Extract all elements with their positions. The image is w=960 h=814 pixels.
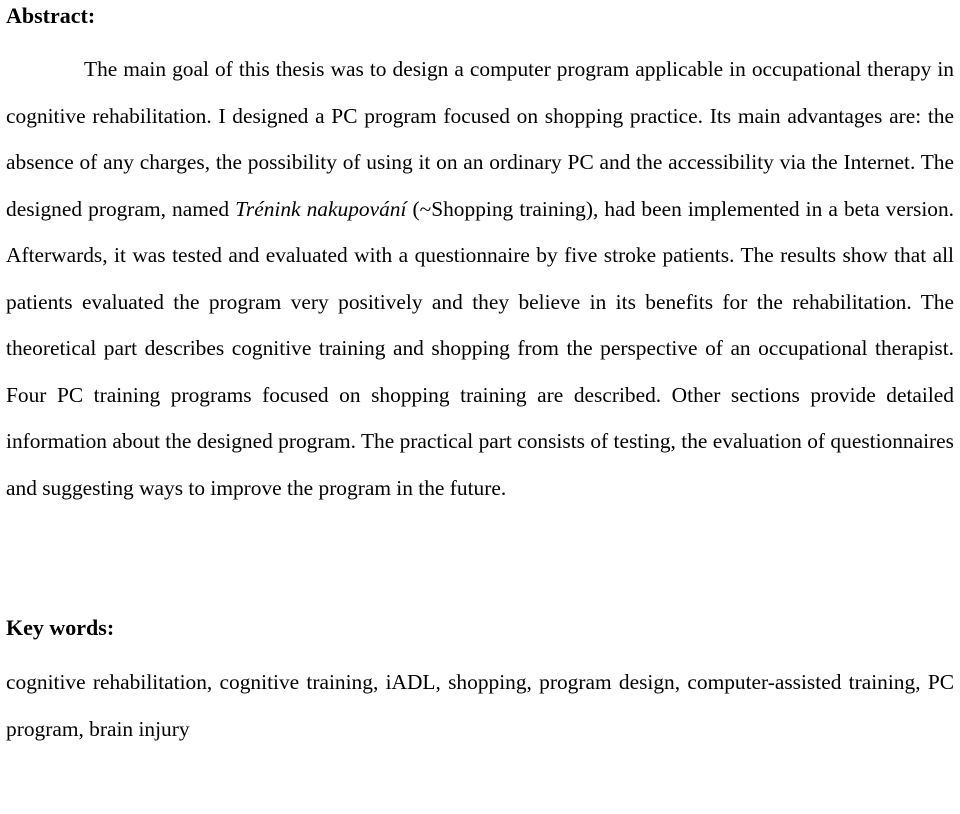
- abstract-heading: Abstract:: [6, 3, 96, 28]
- program-title: Trénink nakupování: [235, 196, 407, 221]
- abstract-paragraph: [6, 46, 954, 511]
- document-page: [6, 0, 954, 752]
- abstract-text-part-1: The main goal of this thesis was to design a computer program applicable in occupational therapy in cognitive rehabilitation. I designed a PC program focused on shopping practice. Its main advantages are: the absence of any charges, the possibility of using it on an ordinary PC and the accessibility via the Internet. The designed program, named: [6, 57, 954, 221]
- keywords-list: cognitive rehabilitation, cognitive training, iADL, shopping, program design, computer-assisted training, PC program, brain injury: [6, 670, 954, 741]
- abstract-text-part-2: (~Shopping training), had been implemented in a beta version. Afterwards, it was tested and evaluated with a questionnaire by five stroke patients. The results show that all patients evaluated the program very positively and they believe in its benefits for the rehabilitation. The theoretical part describes cognitive training and shopping from the perspective of an occupational therapist. Four PC training programs focused on shopping training are described. Other sections provide detailed information about the designed program. The practical part consists of testing, the evaluation of questionnaires and suggesting ways to improve the program in the future.: [6, 196, 954, 500]
- keywords-heading: Key words:: [6, 615, 115, 640]
